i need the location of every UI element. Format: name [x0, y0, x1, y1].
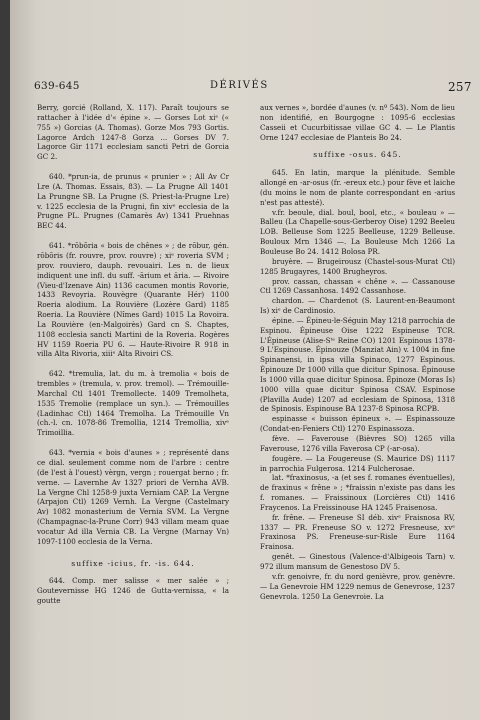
- entry-paragraph: espinasse « buisson épineux ». — Espinassouze (Condat-en-Feniers Ctl) 1270 Espinassoza.: [260, 414, 455, 434]
- entry-paragraph: chardon. — Chardenot (S. Laurent-en-Beaumont Is) xiᵉ de Cardinosio.: [260, 296, 455, 316]
- entry-paragraph: fève. — Faverouse (Bièvres SO) 1265 villa Faverouse, 1276 villa Faverosa CP (-ar-osa).: [260, 434, 455, 453]
- section-subheading: suffixe -icius, fr. -is. 644.: [71, 558, 195, 568]
- spacer: [37, 231, 229, 241]
- entry-paragraph: 641. *rōbŏria « bois de chênes » ; de rōbur, gén. rōbŏris (fr. rouvre, prov. rouvre) ; xiᵉ roveria SVM ; prov. rouviero, dauph. revouairi. Les n. de lieux indiquent une infl. du suff. -ārium et ăria. — Rivoire (Vieu-d'Izenave Ain) 1136 cacumen montis Rovorie, 1433 Revoyria. Rouvègre (Quarante Hér) 1100 Roeria alodium. La Rouvière (Lozère Gard) 1185 Roeria. La Rouvière (Nîmes Gard) 1015 La Rovoira. La Rouvière (en-Malgoirès) Gard cn S. Chaptes, 1108 ecclesia sancti Martini de la Roveria. Rogères HV 1159 Roeria PU 6. — Haute-Rivoire R 918 in villa Alta Rivoria, xiiiᵉ Alta Rivoiri CS.: [37, 241, 229, 359]
- entry-paragraph: 645. En latin, marque la plénitude. Semble allongé en -ar-osus (fr. -ereux etc.) pour fève et laiche (du moins le nom de plante correspondant en -arius n'est pas attesté).: [260, 168, 455, 207]
- entry-paragraph: aux vernes », bordée d'aunes (v. nº 543). Nom de lieu non identifié, en Bourgogne : 1095-6 ecclesias Casseii et Cucurbitissae villae GC 4. — Le Plantis Orne 1247 ecclesiae de Planteis Bo 24.: [260, 103, 455, 142]
- entry-paragraph: prov. cassan, chassan « chêne ». — Cassanouse Ctl 1269 Cassanhosa. 1492 Cassanhose.: [260, 276, 455, 296]
- entry-paragraph: Berry, gorcié (Rolland, X. 117). Paraît toujours se rattacher à l'idée d'« épine ». — Gorses Lot xiᵉ (« 755 ») Gorcias (A. Thomas). Gorze Mos 793 Gortis. Lagorce Ardch 1247-8 Gorza ... Gorses DV 7. Lagorce Gir 1171 ecclesiam sancti Petri de Gorcia GC 2.: [37, 103, 229, 162]
- entry-paragraph: 642. *tremulia, lat. du m. à tremolia « bois de trembles » (tremula, v. prov. tremol). — Trémouille-Marchal Ctl 1401 Tremollecte. 1409 Tremolheta, 1535 Tremolie (remplace un syn.). — Trémouilles (Ladinhac Ctl) 1464 Tremolha. La Trémouille Vn (ch.-l. cn. 1078-86 Tremollia, 1214 Tremollia, xivᵉ Trimoillia.: [37, 369, 229, 438]
- page-number: 257: [448, 80, 472, 94]
- left-column: [37, 103, 229, 606]
- entry-paragraph: épine. — Épineu-le-Séguin May 1218 parrochia de Espinou. Épineuse Oise 1222 Espineuse TCR. L'Épineuse (Alise-Sᵗᵉ Reine CO) 1201 Espinous 1378-9 L'Espinouse. Épinouze (Manziat Ain) v. 1004 in fine Spinanensi, in ipsa villa Spinaco, 1277 Espinous. Épinouze Dr 1000 villa que dicitur Spinosa. Épinouse Is 1000 villa quae dicitur Spinosa. Épinoze (Moras Is) 1000 villa quae dicitur Spinosa CSAV. Espinose (Plavilla Aude) 1207 ad ecclesiam de Spinosa, 1318 de Spinosis. Espinouse BA 1237-8 Spinosa RCPB.: [260, 315, 455, 414]
- page-range: 639-645: [34, 80, 80, 92]
- running-title: DÉRIVÉS: [210, 80, 269, 91]
- spacer: [37, 438, 229, 448]
- entry-paragraph: v.fr. beoule, dial. boul, bool, etc., « bouleau » — Balleu (La Chapelle-sous-Gerberoy Oise) 1292 Beeleu LOB. Belleuse Som 1225 Beelleuse, 1229 Belleuse. Bouloux Mrn 1346 —. La Bouleuse Mch 1266 La Bouleuse Bo 24. 1412 Bolosa PR.: [260, 207, 455, 256]
- entry-paragraph: v.fr. genoivre, fr. du nord genièvre, prov. genèvre. — La Genevroie HM 1229 nemus de Genevrose, 1237 Genevrola. 1250 La Genevroie. La: [260, 571, 455, 601]
- book-page: [10, 0, 480, 720]
- entry-paragraph: fougère. — La Fougereuse (S. Maurice DS) 1117 in parrochia Fulgerosa. 1214 Fulcherosae.: [260, 453, 455, 473]
- spacer: [37, 547, 229, 557]
- section-subheading: suffixe -osus. 645.: [313, 150, 402, 160]
- entry-paragraph: 644. Comp. mer salisse « mer salée » ; Goutevernisse HG 1246 de Gutta-vernissa, « la goutte: [37, 576, 229, 606]
- entry-paragraph: lat. *fraxinosus, -a (et ses f. romanes éventuelles), de fraxinus « frêne » ; *fraissin n'existe pas dans les f. romanes. — Fraissinoux (Lorcières Ctl) 1416 Fraycenos. La Freissinouse HA 1245 Fraisenosa.: [260, 473, 455, 512]
- entry-paragraph: genêt. — Ginestous (Valence-d'Albigeois Tarn) v. 972 illum mansum de Genestoso DV 5.: [260, 552, 455, 571]
- spacer: [37, 162, 229, 172]
- entry-paragraph: 643. *vernia « bois d'aunes » ; représenté dans ce dial. seulement comme nom de l'arbre : centre (de l'est à l'ouest) vèrgn, vergn ; rouergat berno ; fr. verne. — Lavernhe Av 1327 priori de Vernha AVB. La Vergne Chl 1258-9 juxta Verniam CAP. La Vergne (Arpajon Ctl) 1269 Vernh. La Vergne (Castelmary Av) 1082 monasterium de Vernia SVM. La Vergne (Champagnac-la-Prune Corr) 943 villam meam quae vocatur Ad illa Vernia CB. La Vergne (Marnay Vn) 1097-1100 ecclesia de la Verna.: [37, 448, 229, 546]
- entry-paragraph: bruyère. — Brugeirousz (Chastel-sous-Murat Ctl) 1285 Brugayres, 1400 Brugheyros.: [260, 256, 455, 276]
- spacer: [260, 142, 455, 148]
- spacer: [37, 359, 229, 369]
- right-column: [260, 103, 455, 601]
- entry-paragraph: fr. frêne. — Freneuse SI déb. xivᵉ Fraisnosa RV, 1337 — PR. Freneuse SO v. 1272 Fresneuse, xvᵉ Fraxinosa PS. Freneuse-sur-Risle Eure 1164 Frainosa.: [260, 512, 455, 552]
- entry-paragraph: 640. *prun-ia, de prunus « prunier » ; All Av Cr Lre (A. Thomas. Essais, 83). — La Prugne All 1401 La Prungne SB. La Prugne (S. Priest-la-Prugne Lre) v. 1225 ecclesia de la Prugni, fin xivᵉ ecclesia de la Prugne PL. Prugnes (Camarès Av) 1341 Pruehnas BEC 44.: [37, 172, 229, 231]
